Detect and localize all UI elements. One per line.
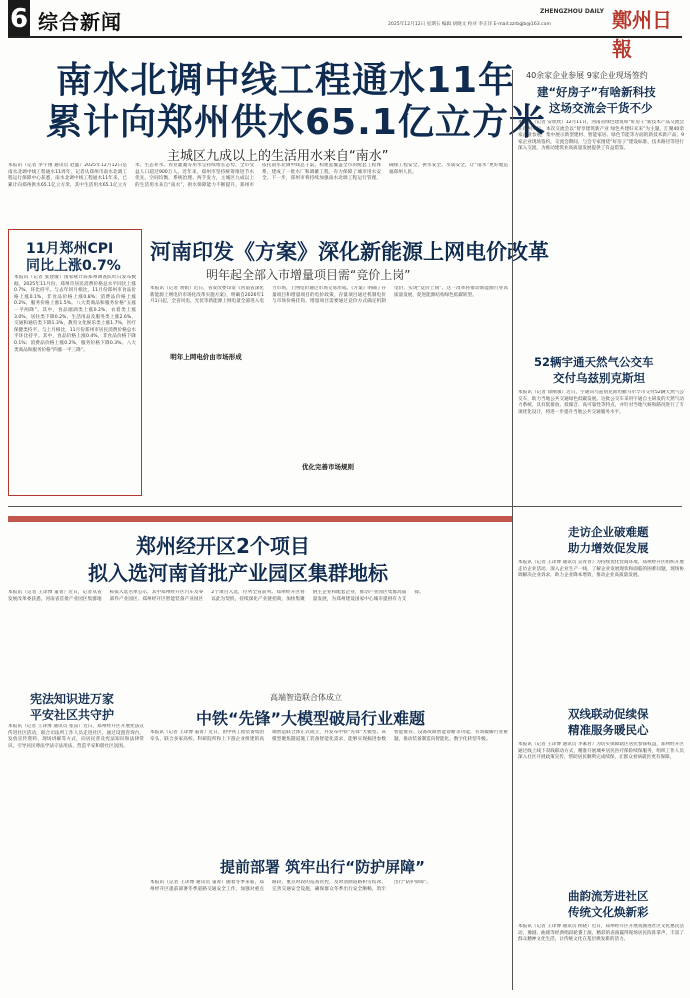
a5-body: 本报讯（记者 王译博 通讯员 张雷）近日，郑州经开区开展宪法宣传进社区活动，联合司法所工作人员走进社区，通过设置咨询台、发放宣传资料、现场讲解等方式，向居民普及宪法知识和法律常识，引导居民尊法学法守法用法，营造平安和谐社区氛围。 xyxy=(8,724,144,749)
a3-body: 本报讯（记者 黄娟）近日，省发改委印发《河南省深化新能源上网电价市场化改革实施方案》，明确自2026年1月1日起，全省风电、光伏等新能源上网电量全部进入电力市场，上网电价通过市场交易形成。《方案》明确了存量项目和增量项目的电价政策，存量项目通过机制电价与市场价格挂钩，增量项目需要通过竞价方式确定机制电价，实现“竞价上岗”。这一改革将推动新能源行业高质量发展，促进能源结构绿色低碳转型。 xyxy=(150,286,508,305)
a4-title-1: 郑州经开区2个项目 xyxy=(136,534,310,558)
r3-body: 本报讯（记者 王译博 通讯员 吴青青）为持续优化营商环境，郑州经开区组织开展走访企业活动，深入企业生产一线，了解企业发展现状和面临的困难问题，现场协调解决企业诉求，助力企业降本增效，推动企业高质量发展。 xyxy=(518,560,684,579)
a4-title-2: 拟入选河南首批产业园区集群地标 xyxy=(88,561,388,585)
paper-pinyin: ZHENGZHOU DAILY xyxy=(540,8,604,15)
cpi-title-1: 11月郑州CPI xyxy=(26,241,114,257)
r1-body: 本报讯（记者 安欣欣）12月11日，河南省绿色建筑和“好房子”新技术产品交流会在郑州举行。本次交流会以“智享建筑新产业 绿色共建好未来”为主题，汇聚40余家企业参展，集中展示新型建材、智能家居、绿色节能等方面的新技术新产品，9家企业现场签约。交流会期间，与会专家围绕“好房子”建设标准、技术路径等进行深入交流，为推动建筑业高质量发展提供了有益借鉴。 xyxy=(518,120,684,152)
a3-columns xyxy=(150,286,508,490)
a3-subhead-2: 优化完善市场规则 xyxy=(272,460,384,473)
r2-body: 本报讯（记者 徐刚领）近日，宇通向乌兹别克斯坦撒马尔罕市交付52辆天然气公交车，助力当地公共交通绿色低碳发展。这批公交车采用宇通自主研发的天然气动力系统，具有低排放、低噪音、高可靠性等特点，并针对当地气候和路况进行了专项优化设计，将进一步提升当地公共交通服务水平。 xyxy=(518,390,684,415)
a5-title-1: 宪法知识进万家 xyxy=(30,692,115,706)
cpi-body: 本报讯（记者 张建敏）国家统计局郑州调查队昨日发布数据，2025年11月份，郑州市居民消费价格总水平同比上涨0.7%，环比持平。与去年同月相比，11月份郑州市食品价格上涨0.1%，非食品价格上涨0.8%；消费品价格上涨0.2%，服务价格上涨1.5%。八大类商品和服务价格“五涨一平两降”。其中，食品烟酒类上涨0.2%，衣着类上涨3.0%，居住类下降0.2%，生活用品及服务类上涨2.6%，交通和通信类下降1.3%，教育文化娱乐类上涨1.7%，医疗保健类持平。与上月相比，11月份郑州市居民消费价格总水平环比持平。其中，食品价格上涨0.4%，非食品价格下降0.1%；消费品价格上涨0.2%，服务价格下降0.3%。八大类商品和服务价格“四涨一平三降”。 xyxy=(14,275,136,353)
a4-columns xyxy=(8,590,508,680)
paper-logo: 鄭州日報 xyxy=(612,8,672,61)
page-number: 6 xyxy=(9,4,29,34)
r4-title-1: 双线联动促续保 xyxy=(568,707,649,721)
r1-title-2: 这场交流会干货不少 xyxy=(549,101,653,115)
mid-rule xyxy=(8,506,682,507)
a3-headline: 河南印发《方案》深化新能源上网电价改革 xyxy=(150,240,549,264)
r5-title-2: 传统文化焕新彩 xyxy=(568,905,649,919)
r2-title-2: 交付乌兹别克斯坦 xyxy=(553,371,645,385)
a4-red-bar xyxy=(8,516,512,522)
a5-title-2: 平安社区共守护 xyxy=(30,708,115,722)
cpi-title-2: 同比上涨0.7% xyxy=(26,258,121,274)
a3-subhead-1: 明年上网电价由市场形成 xyxy=(150,350,262,363)
r5-body: 本报讯（记者 王译博 通讯员 侯晓）近日，郑州经开区开展戏曲进社区文化惠民活动，豫剧、曲剧等经典唱段轮番上演，精彩的表演赢得现场居民阵阵掌声，丰富了群众精神文化生活，让传统文化在基层焕发新的活力。 xyxy=(518,924,684,943)
a3-subtitle: 明年起全部入市增量项目需“竞价上岗” xyxy=(206,268,411,282)
a1-subtitle: 主城区九成以上的生活用水来自“南水” xyxy=(167,149,389,164)
a7-columns xyxy=(150,880,508,990)
r3-title-1: 走访企业破难题 xyxy=(568,525,649,539)
a6-kicker: 高端智造联合体成立 xyxy=(270,693,342,702)
r4-body: 本报讯（记者 王译博 通讯员 李素君）为切实保障辖区居民参保权益，郑州经开区通过线上线下双线联动方式，精准开展城乡居民医疗保险续保服务，组织工作人员深入社区开展政策宣传，帮助居民顺利完成续保，让群众看病就医更有保障。 xyxy=(518,742,684,761)
r5-title-1: 曲韵流芳进社区 xyxy=(568,889,649,903)
headline-1: 南水北调中线工程通水11年 xyxy=(56,60,516,101)
a6-body: 本报讯（记者 王译博 董菁）近日，由中铁工程装备集团牵头，联合多家高校、科研院所和上下游企业组建的高端智造联合体正式成立，并发布中铁“先锋”大模型。该模型聚焦隧道施工装备智能化需求，能够实现掘进参数智能推荐、设备故障智能诊断等功能，有效破解行业难题，推动装备制造向智能化、数字化转型升级。 xyxy=(150,730,508,742)
masthead-rule xyxy=(8,36,682,38)
a4-body: 本报讯（记者 王译博 董菁）近日，记者从省发展改革委获悉，河南省首批产业园区集群地标拟入选名单公示，其中郑州经开区汽车及零部件产业园区、郑州经开区智能装备产业园区2个项目入选，位列全省前列。郑州经开区将以此为契机，持续深化产业链招商，加快集聚链主企业和配套企业，推动产业园区集群高质量发展，为郑州建设国家中心城市提供有力支撑。 xyxy=(8,590,424,602)
a6-columns xyxy=(150,730,508,834)
date-line: 2025年12月12日 星期五 编辑 胡晓文 校对 李正洋 E-mail:zzrbgjb@163.com xyxy=(388,22,551,27)
a1-body: 本报讯（记者 李宇翔 通讯员 赵鑫）2025年12月12日是南水北调中线工程通水11周年，记者从郑州市南水北调工程运行保障中心获悉，南水北调中线工程通水11年来，已累计向郑州供水65.1亿立方米，其中生活用水65.1亿立方米，生态补水、农业灌溉等用水呈持续增长态势，全市受益人口超过900万人。近年来，郑州市坚持统筹推进节水优先、空间均衡、系统治理、两手发力，主城区九成以上的生活用水来自“南水”，供水保障能力不断提升。郑州市依托南水北调中线总干渠，构建起覆盖全市的配套工程体系，建成了一批水厂和调蓄工程，有力保障了城市用水安全。下一步，郑州市将持续加强南水北调工程运行管理，确保工程安全、供水安全、水质安全，让“南水”更好地造福郑州人民。 xyxy=(8,163,508,188)
a7-title: 提前部署 筑牢出行“防护屏障” xyxy=(220,858,425,876)
r2-title-1: 52辆宇通天然气公交车 xyxy=(534,355,654,369)
r1-kicker: 40余家企业参展 9家企业现场签约 xyxy=(526,71,648,80)
r3-title-2: 助力增效促发展 xyxy=(568,541,649,555)
a6-title: 中铁“先锋”大模型破局行业难题 xyxy=(196,709,426,728)
r1-title-1: 建“好房子”有啥新科技 xyxy=(537,85,656,99)
a7-body: 本报讯（记者 王译博 通讯员 董菁）随着冬季来临，郑州经开区提前部署冬季道路交通安全工作，加强对重点路段、重点时段的巡查管控，及时清除道路积雪结冰，完善交通安全设施，确保群众冬季出行安全顺畅，筑牢出行“防护屏障”。 xyxy=(150,880,431,892)
a1-body-columns xyxy=(8,163,508,223)
r4-title-2: 精准服务暖民心 xyxy=(568,723,649,737)
headline-2: 累计向郑州供水65.1亿立方米 xyxy=(46,102,546,143)
column-divider xyxy=(512,70,513,990)
section-title: 综合新闻 xyxy=(38,10,122,34)
